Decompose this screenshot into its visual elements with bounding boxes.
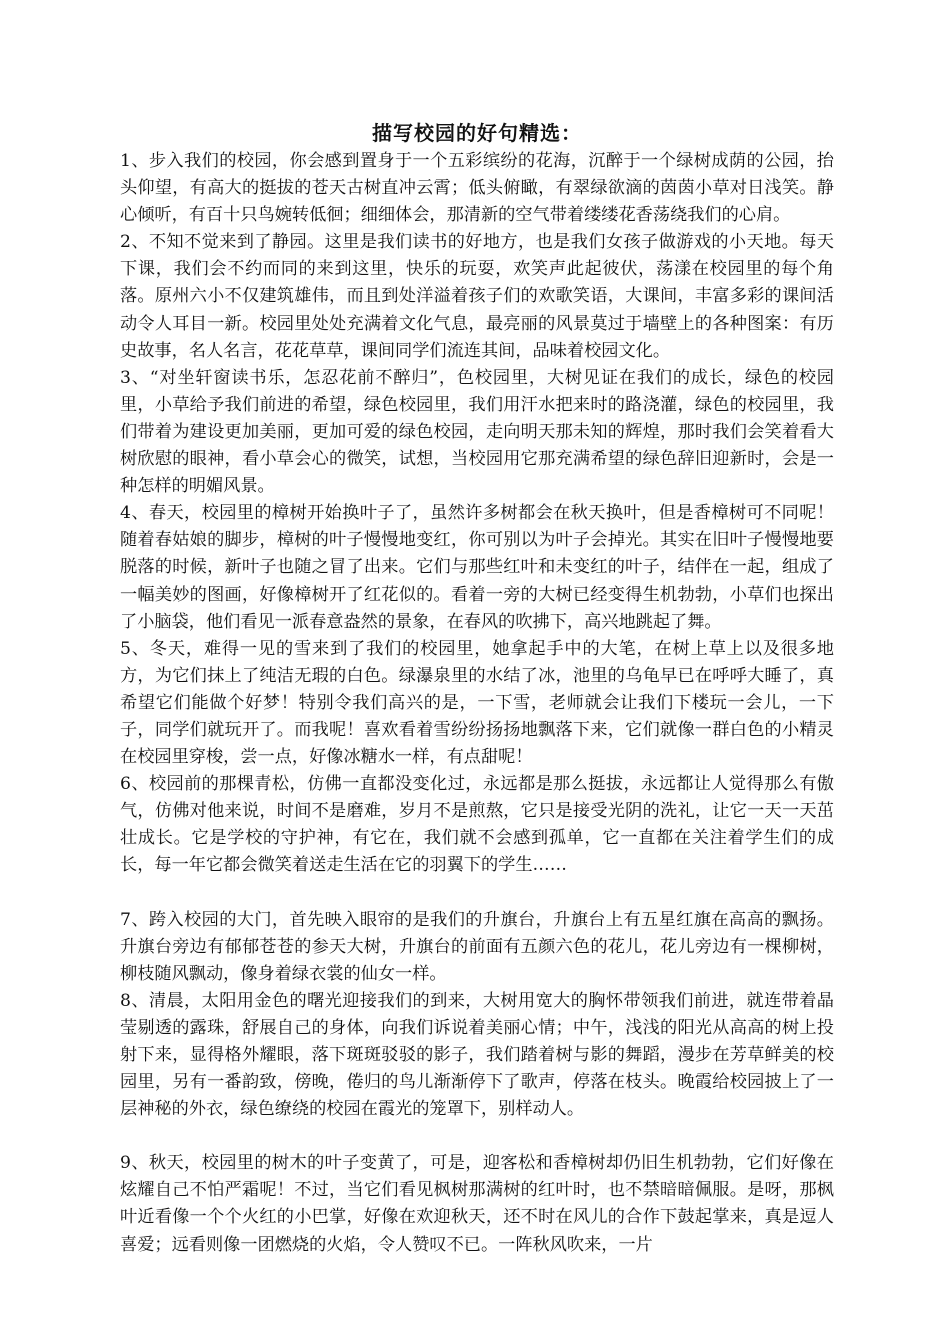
paragraph-3: 3、“对坐轩窗读书乐，怎忍花前不醉归”，色校园里，大树见证在我们的成长，绿色的校园里，小草给予我们前进的希望，绿色校园里，我们用汗水把来时的路浇灌，绿色的校园里，我们带着为建设更加美丽，更加可爱的绿色校园，走向明天那未知的辉煌，那时我们会笑着看大树欣慰的眼神，看小草会心的微笑，试想，当校园用它那充满希望的绿色辞旧迎新时，会是一种怎样的明媚风景。 <box>120 367 834 497</box>
paragraph-7: 7、跨入校园的大门，首先映入眼帘的是我们的升旗台，升旗台上有五星红旗在高高的飘扬。升旗台旁边有郁郁苍苍的参天大树，升旗台的前面有五颜六色的花儿，花儿旁边有一棵柳树，柳枝随风飘动，像身着绿衣裳的仙女一样。 <box>120 909 834 984</box>
page-title: 描写校园的好句精选： <box>372 121 582 145</box>
document-body <box>120 118 834 1259</box>
paragraph-4: 4、春天，校园里的樟树开始换叶子了，虽然许多树都会在秋天换叶，但是香樟树可不同呢！随着春姑娘的脚步，樟树的叶子慢慢地变红，你可别以为叶子会掉光。其实在旧叶子慢慢地要脱落的时候，新叶子也随之冒了出来。它们与那些红叶和未变红的叶子，结伴在一起，组成了一幅美妙的图画，好像樟树开了红花似的。看着一旁的大树已经变得生机勃勃，小草们也探出了小脑袋，他们看见一派春意盎然的景象，在春风的吹拂下，高兴地跳起了舞。 <box>120 503 834 632</box>
paragraph-6: 6、校园前的那棵青松，仿佛一直都没变化过，永远都是那么挺拔，永远都让人觉得那么有傲气，仿佛对他来说，时间不是磨难，岁月不是煎熬，它只是接受光阴的洗礼，让它一天一天茁壮成长。它是学校的守护神，有它在，我们就不会感到孤单，它一直都在关注着学生们的成长，每一年它都会微笑着送走生活在它的羽翼下的学生…… <box>120 774 834 876</box>
paragraph-9: 9、秋天，校园里的树木的叶子变黄了，可是，迎客松和香樟树却仍旧生机勃勃，它们好像在炫耀自己不怕严霜呢！不过，当它们看见枫树那满树的红叶时，也不禁暗暗佩服。是呀，那枫叶近看像一个个火红的小巴掌，好像在欢迎秋天，还不时在风儿的合作下鼓起掌来，真是逗人喜爱；远看则像一团燃烧的火焰，令人赞叹不已。一阵秋风吹来，一片 <box>120 1153 834 1255</box>
blank-line <box>120 880 834 907</box>
paragraph-5: 5、冬天，难得一见的雪来到了我们的校园里，她拿起手中的大笔，在树上草上以及很多地方，为它们抹上了纯洁无瑕的白色。绿瀑泉里的水结了冰，池里的乌龟早已在呼呼大睡了，真希望它们能做个好梦！特别令我们高兴的是，一下雪，老师就会让我们下楼玩一会儿，一下子，同学们就玩开了。而我呢！喜欢看着雪纷纷扬扬地飘落下来，它们就像一群白色的小精灵在校园里穿梭，尝一点，好像冰糖水一样，有点甜呢！ <box>120 638 834 768</box>
paragraph-8: 8、清晨，太阳用金色的曙光迎接我们的到来，大树用宽大的胸怀带领我们前进，就连带着晶莹剔透的露珠，舒展自己的身体，向我们诉说着美丽心情；中午，浅浅的阳光从高高的树上投射下来，显得格外耀眼，落下斑斑驳驳的影子，我们踏着树与影的舞蹈，漫步在芳草鲜美的校园里，另有一番韵致，傍晚，倦归的鸟儿渐渐停下了歌声，停落在枝头。晚霞给校园披上了一层神秘的外衣，绿色缭绕的校园在霞光的笼罩下，别样动人。 <box>120 990 834 1120</box>
paragraph-2: 2、不知不觉来到了静园。这里是我们读书的好地方，也是我们女孩子做游戏的小天地。每天下课，我们会不约而同的来到这里，快乐的玩耍，欢笑声此起彼伏，荡漾在校园里的每个角落。原州六小不仅建筑雄伟，而且到处洋溢着孩子们的欢歌笑语，大课间，丰富多彩的课间活动令人耳目一新。校园里处处充满着文化气息，最亮丽的风景莫过于墙壁上的各种图案：有历史故事，名人名言，花花草草，课间同学们流连其间，品味着校园文化。 <box>120 232 834 361</box>
blank-line <box>120 1123 834 1150</box>
paragraph-1: 1、步入我们的校园，你会感到置身于一个五彩缤纷的花海，沉醉于一个绿树成荫的公园，抬头仰望，有高大的挺拔的苍天古树直冲云霄；低头俯瞰，有翠绿欲滴的茵茵小草对日浅笑。静心倾听，有百十只鸟婉转低徊；细细体会，那清新的空气带着缕缕花香荡绕我们的心肩。 <box>120 151 834 226</box>
